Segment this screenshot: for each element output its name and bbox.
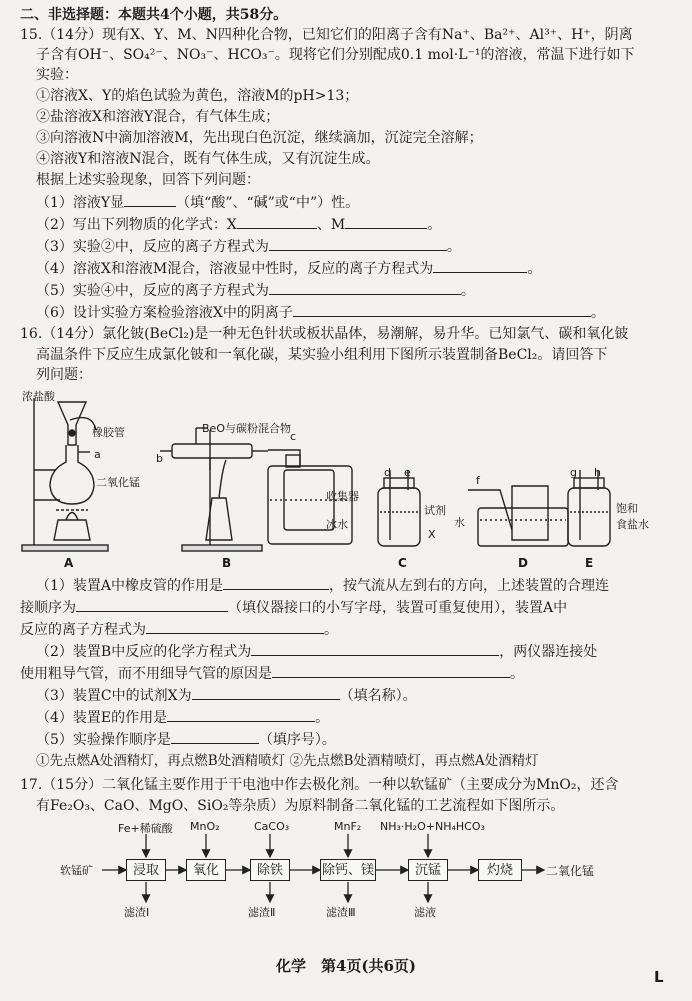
reagent-fe-acid: Fe+稀硫酸 xyxy=(118,822,173,835)
q16-stem-2: 高温条件下反应生成氯化铍和一氧化碳，某实验小组利用下图所示装置制备BeCl₂。请回答下 xyxy=(36,347,608,363)
corner-mark: L xyxy=(654,968,664,986)
label-ice-water: 冰水 xyxy=(326,518,348,531)
label-reagent-x: X xyxy=(428,528,436,541)
caption-c: C xyxy=(398,556,407,570)
label-rubber-tube: 橡胶管 xyxy=(92,426,125,439)
q16-stem-1: 16.（14分）氯化铍(BeCl₂)是一种无色针状或板状晶体，易潮解，易升华。已知氯气、碳和氧化铍 xyxy=(20,326,629,342)
period: 。 xyxy=(527,261,542,277)
caption-a: A xyxy=(64,556,74,570)
section-header: 二、非选择题：本题共4个小题，共58分。 xyxy=(20,7,288,23)
q16-stem-3: 列问题： xyxy=(36,367,92,383)
period: 。 xyxy=(446,239,461,255)
q15-part-3-text: （3）实验②中，反应的离子方程式为 xyxy=(36,239,269,255)
q15-exp-4: ④溶液Y和溶液N混合，既有气体生成，又有沉淀生成。 xyxy=(36,151,380,167)
q15-exp-1: ①溶液X、Y的焰色试验为黄色，溶液M的pH>13； xyxy=(36,88,359,104)
label-port-e: e xyxy=(404,466,411,479)
q16-part-1-text-a: （1）装置A中橡皮管的作用是 xyxy=(36,578,224,594)
q16-part-5-options: ①先点燃A处酒精灯，再点燃B处酒精喷灯 ②先点燃B处酒精喷灯，再点燃A处酒精灯 xyxy=(36,753,539,769)
q16-part-1-text-d: （填仪器接口的小写字母，装置可重复使用），装置A中 xyxy=(228,600,568,616)
q15-part-4-text: （4）溶液X和溶液M混合，溶液显中性时，反应的离子方程式为 xyxy=(36,261,434,277)
q16-part-3-text-a: （3）装置C中的试剂X为 xyxy=(36,688,192,704)
label-port-g: g xyxy=(570,466,577,479)
q15-part-2-text-b: 、M xyxy=(316,217,346,233)
flow-end: 二氧化锰 xyxy=(546,864,595,878)
q15-part-2-text-a: （2）写出下列物质的化学式：X xyxy=(36,217,237,233)
q16-part-1-text-c: 接顺序为 xyxy=(20,600,76,616)
residue-3: 滤渣Ⅲ xyxy=(326,906,356,919)
period: 。 xyxy=(510,666,524,682)
q16-part-2-text-b: ，两仪器连接处 xyxy=(499,644,598,660)
label-port-d: d xyxy=(384,466,391,479)
q17-stem-1: 17.（15分）二氧化锰主要作用于干电池中作去极化剂。一种以软锰矿（主要成分为MnO₂，还含 xyxy=(20,777,619,793)
step-precipitate-mn: 沉锰 xyxy=(408,859,448,881)
q16-part-2-text-a: （2）装置B中反应的化学方程式为 xyxy=(36,644,252,660)
label-conc-hcl: 浓盐酸 xyxy=(22,390,55,403)
step-remove-iron: 除铁 xyxy=(250,859,290,881)
q16-part-4-text: （4）装置E的作用是 xyxy=(36,710,168,726)
label-brine-1: 饱和 xyxy=(616,502,638,515)
q16-part-5-text-a: （5）实验操作顺序是 xyxy=(36,732,171,748)
residue-1: 滤渣Ⅰ xyxy=(124,906,150,919)
q15-part-2-text-c: 。 xyxy=(427,217,442,233)
caption-e: E xyxy=(585,556,594,570)
label-mno2: 二氧化锰 xyxy=(96,476,140,489)
period: 。 xyxy=(324,622,338,638)
label-port-a: a xyxy=(94,448,101,461)
label-beo-mix: BeO与碳粉混合物 xyxy=(202,422,291,435)
reagent-mno2: MnO₂ xyxy=(190,820,220,833)
label-water: 水 xyxy=(454,516,465,529)
label-reagent: 试剂 xyxy=(424,504,446,517)
caption-d: D xyxy=(518,556,528,570)
q15-stem-3: 实验： xyxy=(36,67,78,83)
reagent-caco3: CaCO₃ xyxy=(254,820,290,833)
q15-part-1-text-b: （填“酸”、“碱”或“中”）性。 xyxy=(176,195,360,211)
q16-part-2-text-c: 使用粗导气管，而不用细导气管的原因是 xyxy=(20,666,272,682)
period: 。 xyxy=(590,305,605,321)
label-collector: 收集器 xyxy=(326,490,359,503)
step-calcine: 灼烧 xyxy=(478,859,522,881)
q15-stem-1: 15.（14分）现有X、Y、M、N四种化合物，已知它们的阳离子含有Na⁺、Ba²⁺、Al³⁺、H⁺，阴离 xyxy=(20,27,633,43)
label-port-b: b xyxy=(156,452,163,465)
step-leach: 浸取 xyxy=(126,859,166,881)
q15-part-6-text: （6）设计实验方案检验溶液X中的阴离子 xyxy=(36,305,293,321)
q15-exp-2: ②盐溶液X和溶液Y混合，有气体生成； xyxy=(36,109,280,125)
period: 。 xyxy=(460,283,475,299)
reagent-ammonia: NH₃·H₂O+NH₄HCO₃ xyxy=(380,820,485,833)
q16-part-1-text-b: ，按气流从左到右的方向，上述装置的合理连 xyxy=(329,578,610,594)
step-remove-ca-mg: 除钙、镁 xyxy=(320,859,376,881)
q16-part-5-text-b: （填序号）。 xyxy=(258,732,336,748)
label-brine-2: 食盐水 xyxy=(616,518,649,531)
label-port-c: c xyxy=(290,430,297,443)
caption-b: B xyxy=(222,556,232,570)
q15-exp-3: ③向溶液N中滴加溶液M，先出现白色沉淀，继续滴加，沉淀完全溶解； xyxy=(36,130,483,146)
label-port-f: f xyxy=(476,474,480,487)
q15-part-1-text-a: （1）溶液Y显 xyxy=(36,195,125,211)
q17-stem-2: 有Fe₂O₃、CaO、MgO、SiO₂等杂质）为原料制备二氧化锰的工艺流程如下图所示。 xyxy=(36,798,565,814)
q15-stem-2: 子含有OH⁻、SO₄²⁻、NO₃⁻、HCO₃⁻。现将它们分别配成0.1 mol·L⁻¹的溶液，常温下进行如下 xyxy=(36,47,635,63)
q16-part-3-text-b: （填名称）。 xyxy=(339,688,417,704)
label-port-h: h xyxy=(594,466,601,479)
filtrate: 滤液 xyxy=(414,906,436,919)
page-footer: 化学 第4页(共6页) xyxy=(275,957,417,975)
flow-start: 软锰矿 xyxy=(60,864,93,877)
residue-2: 滤渣Ⅱ xyxy=(248,906,276,919)
step-oxidize: 氧化 xyxy=(186,859,226,881)
reagent-mnf2: MnF₂ xyxy=(334,820,362,833)
period: 。 xyxy=(315,710,330,726)
q15-ask: 根据上述实验现象，回答下列问题： xyxy=(36,172,260,188)
q15-part-5-text: （5）实验④中，反应的离子方程式为 xyxy=(36,283,269,299)
q16-part-1-text-e: 反应的离子方程式为 xyxy=(20,622,146,638)
